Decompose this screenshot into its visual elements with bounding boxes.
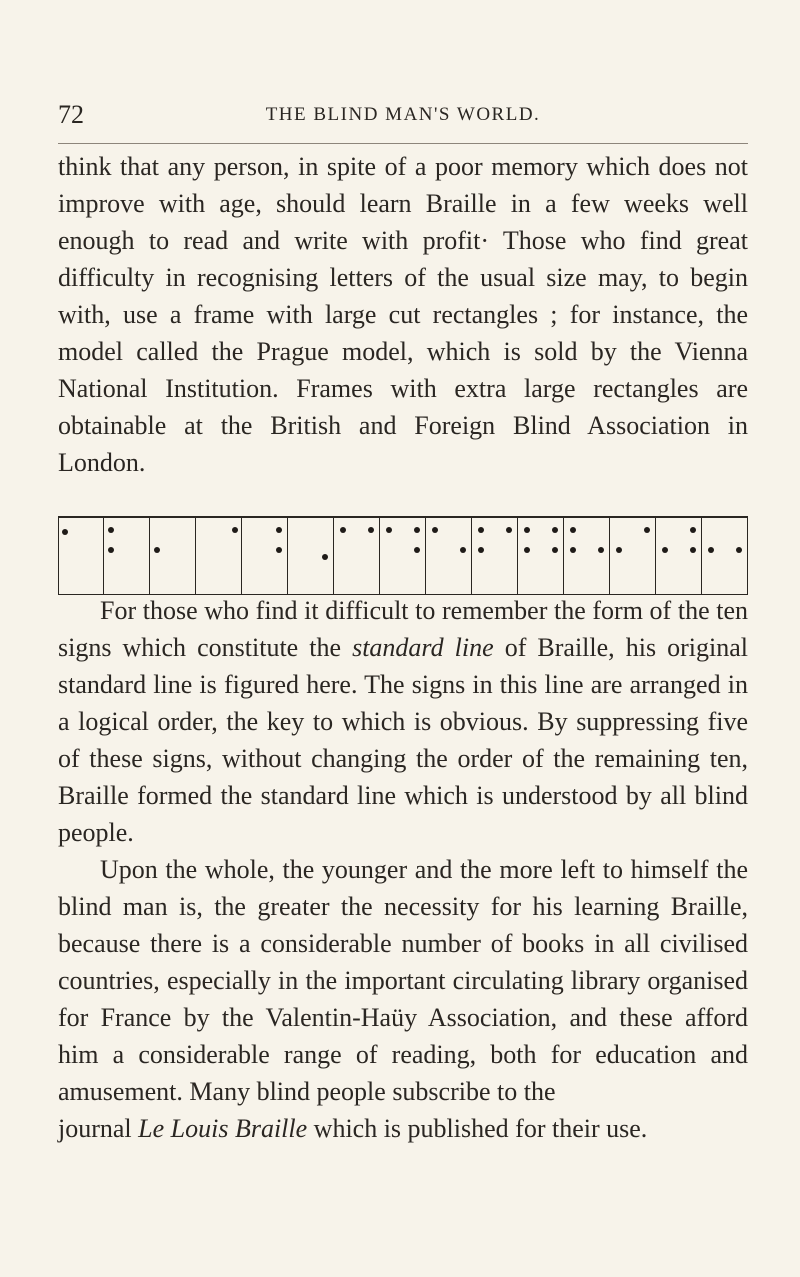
braille-cell xyxy=(610,518,656,594)
braille-dot xyxy=(570,527,576,533)
paragraph-3 xyxy=(58,851,748,1110)
running-title: THE BLIND MAN'S WORLD. xyxy=(265,104,541,125)
braille-dot xyxy=(616,547,622,553)
paragraph-3-last-line xyxy=(58,1110,748,1147)
braille-cell xyxy=(242,518,288,594)
paragraph-2-text-b: of Braille, his original standard line is figured here. The signs in this line are arranged in a logical order, the key to which is obvious. By suppressing five of these signs, without changing the order of the remaining ten, Braille formed the standard line which is understood by all blind people. xyxy=(58,633,748,847)
braille-dot xyxy=(322,554,328,560)
braille-dot xyxy=(478,547,484,553)
braille-cell xyxy=(426,518,472,594)
braille-dot xyxy=(690,527,696,533)
braille-cell xyxy=(196,518,242,594)
braille-dot xyxy=(478,527,484,533)
braille-dot xyxy=(154,547,160,553)
braille-dot xyxy=(690,547,696,553)
braille-dot xyxy=(108,527,114,533)
braille-cell xyxy=(656,518,702,594)
braille-dot xyxy=(108,547,114,553)
body-text-lower xyxy=(58,592,748,1147)
braille-cell xyxy=(380,518,426,594)
braille-cell xyxy=(518,518,564,594)
braille-dot xyxy=(708,547,714,553)
page-number: 72 xyxy=(58,100,84,129)
braille-dot xyxy=(644,527,650,533)
braille-dot xyxy=(414,527,420,533)
braille-cell xyxy=(334,518,380,594)
braille-dot xyxy=(340,527,346,533)
braille-dot xyxy=(598,547,604,553)
braille-dot xyxy=(506,527,512,533)
paragraph-3-tail-b: which is published for their use. xyxy=(307,1114,648,1143)
braille-dot xyxy=(386,527,392,533)
braille-dot xyxy=(552,527,558,533)
braille-dot xyxy=(662,547,668,553)
braille-dot xyxy=(368,527,374,533)
page-header xyxy=(58,100,748,134)
braille-standard-line-figure xyxy=(58,516,748,595)
braille-cell xyxy=(288,518,334,594)
braille-dot xyxy=(414,547,420,553)
braille-cell xyxy=(150,518,196,594)
braille-cell xyxy=(58,518,104,594)
header-rule xyxy=(58,143,748,144)
braille-dot xyxy=(276,527,282,533)
braille-cell xyxy=(702,518,748,594)
braille-dot xyxy=(552,547,558,553)
braille-dot xyxy=(432,527,438,533)
paragraph-1: think that any person, in spite of a poor memory which does not improve with age, should learn Braille in a few weeks well enough to read and write with profit· Those who find great difficulty in recognising letters of the usual size may, to begin with, use a frame with large cut rectangles ; for instance, the model called the Prague model, which is sold by the Vienna National Institution. Frames with extra large rectangles are obtainable at the British and Foreign Blind Association in London. xyxy=(58,152,748,477)
braille-cell xyxy=(472,518,518,594)
standard-line-emphasis: standard line xyxy=(352,633,494,662)
paragraph-3-text: Upon the whole, the younger and the more left to himself the blind man is, the greater the necessity for his learning Braille, because there is a considerable number of books in all civilised countries, especially in the important circulating library organised for France by the Valentin-Haüy Association, and these afford him a considerable range of reading, both for education and amusement. Many blind people subscribe to the xyxy=(58,855,748,1106)
braille-dot xyxy=(570,547,576,553)
braille-dot xyxy=(736,547,742,553)
braille-cell xyxy=(104,518,150,594)
braille-dot xyxy=(524,547,530,553)
braille-dot xyxy=(276,547,282,553)
paragraph-2-text-a: For those who find it difficult to remember the form of the ten signs which constitute the xyxy=(58,596,748,662)
braille-dot xyxy=(524,527,530,533)
braille-dot xyxy=(232,527,238,533)
paragraph-2 xyxy=(58,592,748,851)
body-text-upper xyxy=(58,148,748,481)
paragraph-3-tail-a: journal xyxy=(58,1114,139,1143)
braille-dot xyxy=(460,547,466,553)
braille-cell xyxy=(564,518,610,594)
journal-title: Le Louis Braille xyxy=(138,1114,308,1143)
braille-dot xyxy=(62,529,68,535)
